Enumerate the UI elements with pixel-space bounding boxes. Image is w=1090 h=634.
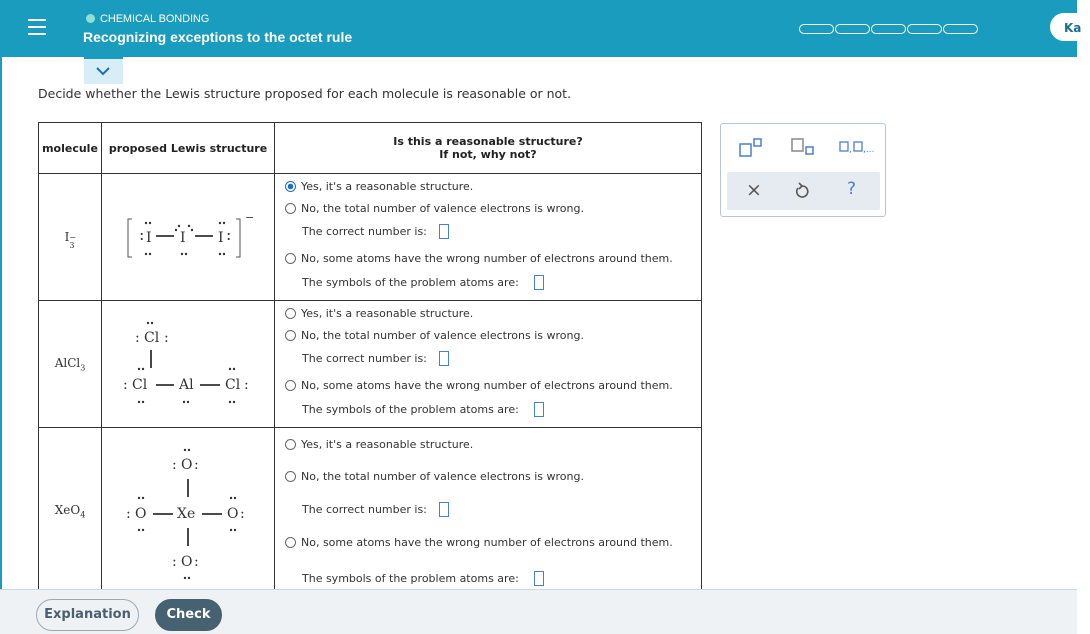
- svg-text:O: O: [181, 457, 193, 473]
- svg-text::: :: [172, 554, 177, 570]
- svg-text::: :: [126, 506, 131, 522]
- account-button[interactable]: Ka: [1050, 13, 1090, 41]
- progress-segment: [835, 24, 870, 34]
- left-border: [0, 57, 2, 633]
- sequence-icon: [839, 139, 875, 155]
- correct-number-input[interactable]: [439, 351, 449, 366]
- progress-segment: [907, 24, 942, 34]
- svg-text::: :: [194, 457, 199, 473]
- lewis-structure-i3: [102, 174, 274, 300]
- col-lewis-header: proposed Lewis structure: [102, 123, 275, 174]
- help-button[interactable]: ?: [847, 179, 857, 199]
- svg-text:,...: ,...: [863, 145, 875, 155]
- lewis-structure-cell: [102, 301, 275, 428]
- svg-text:Cl: Cl: [144, 330, 160, 346]
- correct-number-row: The correct number is:: [302, 224, 449, 239]
- table-row: [39, 428, 702, 595]
- superscript-button[interactable]: [739, 138, 763, 162]
- svg-text:I: I: [180, 230, 186, 246]
- correct-number-input[interactable]: [439, 224, 449, 239]
- svg-text:I: I: [146, 230, 152, 246]
- explanation-button[interactable]: Explanation: [36, 599, 139, 631]
- radio-yes[interactable]: [285, 439, 296, 450]
- svg-text::: :: [123, 377, 128, 393]
- molecule-cell: AlCl$_3$: [39, 301, 102, 428]
- molecule-cell: I − 3: [39, 174, 102, 301]
- atom-o-top: [172, 449, 199, 473]
- top-header: [0, 0, 1082, 57]
- problem-atoms-input[interactable]: [534, 571, 544, 586]
- radio-no-atoms[interactable]: [285, 380, 296, 391]
- problem-atoms-row: The symbols of the problem atoms are:: [302, 275, 544, 290]
- svg-text::: :: [240, 506, 245, 522]
- svg-text:O: O: [135, 506, 147, 522]
- col-molecule-header: molecule: [39, 123, 102, 174]
- atom-cl-right: [225, 368, 249, 403]
- option-yes[interactable]: Yes, it's a reasonable structure.: [285, 179, 473, 193]
- table-row: [39, 174, 702, 301]
- atom-i-center: [175, 225, 193, 255]
- atom-o-right: [227, 497, 245, 531]
- option-no-atoms[interactable]: No, some atoms have the wrong number of electrons around them.: [285, 378, 673, 392]
- option-no-atoms[interactable]: No, some atoms have the wrong number of electrons around them.: [285, 251, 673, 265]
- option-no-valence[interactable]: No, the total number of valence electrons is wrong.: [285, 469, 584, 483]
- radio-no-atoms[interactable]: [285, 253, 296, 264]
- problem-atoms-input[interactable]: [534, 402, 544, 417]
- footer-bar: [0, 589, 1077, 634]
- progress-bar: [799, 24, 978, 34]
- menu-icon[interactable]: [28, 19, 46, 35]
- clear-button[interactable]: ×: [746, 179, 762, 201]
- svg-text:O: O: [227, 506, 239, 522]
- table-header-row: [39, 123, 702, 174]
- svg-text::: :: [244, 377, 249, 393]
- math-toolbar: [720, 123, 886, 217]
- radio-no-valence[interactable]: [285, 330, 296, 341]
- option-yes[interactable]: Yes, it's a reasonable structure.: [285, 437, 473, 451]
- atom-xe-center: [177, 506, 195, 522]
- svg-text:Cl: Cl: [132, 377, 148, 393]
- radio-no-valence[interactable]: [285, 471, 296, 482]
- atom-i-right: [218, 222, 231, 255]
- superscript-icon: [739, 138, 763, 158]
- progress-segment: [799, 24, 834, 34]
- charge-label: −: [245, 211, 255, 224]
- atom-o-left: [126, 497, 146, 531]
- option-yes[interactable]: Yes, it's a reasonable structure.: [285, 306, 473, 320]
- check-button[interactable]: Check: [155, 599, 222, 631]
- atom-al-center: [178, 377, 194, 403]
- svg-text::: :: [164, 330, 169, 346]
- radio-no-valence[interactable]: [285, 203, 296, 214]
- correct-number-row: The correct number is:: [302, 351, 449, 366]
- collapse-button[interactable]: [84, 57, 123, 84]
- option-no-valence[interactable]: No, the total number of valence electrons is wrong.: [285, 328, 584, 342]
- svg-text:Al: Al: [179, 377, 194, 393]
- progress-segment: [871, 24, 906, 34]
- option-no-atoms[interactable]: No, some atoms have the wrong number of electrons around them.: [285, 535, 673, 549]
- lewis-structure-cell: [102, 428, 275, 595]
- option-no-valence[interactable]: No, the total number of valence electrons is wrong.: [285, 201, 584, 215]
- svg-text::: :: [172, 457, 177, 473]
- molecule-cell: XeO$_4$: [39, 428, 102, 595]
- question-prompt: Decide whether the Lewis structure proposed for each molecule is reasonable or not.: [38, 86, 572, 101]
- svg-text:I: I: [218, 230, 224, 246]
- table-row: [39, 301, 702, 428]
- answer-cell: [275, 428, 702, 595]
- lewis-structure-alcl3: [102, 301, 274, 427]
- undo-button[interactable]: [794, 182, 810, 204]
- chevron-down-icon: [96, 66, 110, 76]
- col-reasonable-header: Is this a reasonable structure? If not, why not?: [275, 123, 702, 174]
- problem-atoms-input[interactable]: [534, 275, 544, 290]
- svg-text::: :: [194, 554, 199, 570]
- undo-icon: [794, 182, 810, 200]
- radio-no-atoms[interactable]: [285, 537, 296, 548]
- svg-text::: :: [226, 225, 232, 244]
- lewis-structure-cell: [102, 174, 275, 301]
- toolbar-actions: [727, 172, 880, 210]
- correct-number-row: The correct number is:: [302, 502, 449, 517]
- radio-yes-selected[interactable]: [285, 181, 296, 192]
- svg-text::: :: [139, 225, 145, 244]
- correct-number-input[interactable]: [439, 502, 449, 517]
- problem-atoms-row: The symbols of the problem atoms are:: [302, 571, 544, 586]
- atom-cl-left: [123, 368, 148, 403]
- svg-text:O: O: [181, 554, 193, 570]
- question-table: [38, 122, 702, 595]
- radio-yes[interactable]: [285, 308, 296, 319]
- topic-dot-icon: [86, 14, 95, 23]
- svg-text:Xe: Xe: [177, 506, 196, 522]
- lewis-structure-xeo4: [102, 428, 274, 594]
- answer-cell: [275, 174, 702, 301]
- subscript-icon: [791, 138, 815, 158]
- sequence-button[interactable]: [839, 139, 875, 159]
- svg-text:,: ,: [849, 145, 852, 155]
- atom-o-bottom: [172, 554, 199, 579]
- svg-text::: :: [135, 330, 140, 346]
- answer-cell: [275, 301, 702, 428]
- topic-label: CHEMICAL BONDING: [86, 13, 209, 25]
- problem-atoms-row: The symbols of the problem atoms are:: [302, 402, 544, 417]
- atom-i-left: [139, 222, 152, 255]
- svg-text:Cl: Cl: [225, 377, 241, 393]
- subscript-button[interactable]: [791, 138, 815, 162]
- progress-segment: [943, 24, 978, 34]
- page-title: Recognizing exceptions to the octet rule: [83, 29, 353, 45]
- atom-cl-top: [135, 322, 169, 346]
